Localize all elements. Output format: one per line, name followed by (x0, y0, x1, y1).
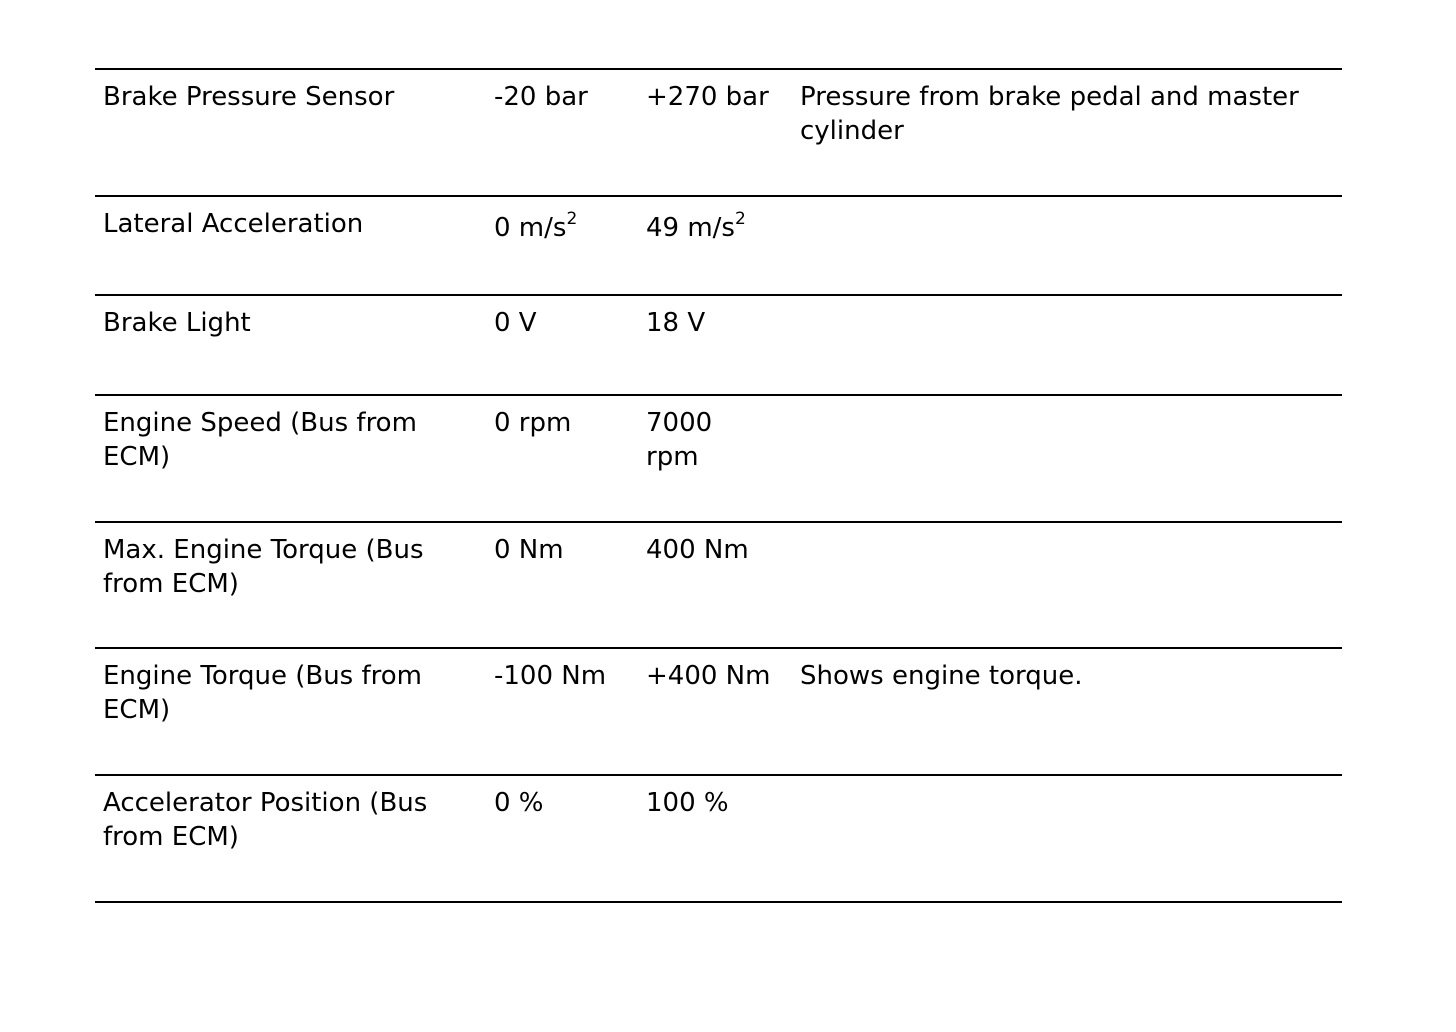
table-row (95, 195, 1342, 294)
signal-name: Accelerator Position (Bus from ECM) (103, 788, 428, 852)
table-row (95, 394, 1342, 521)
signal-max: 400 Nm (646, 535, 749, 565)
signal-name: Engine Torque (Bus from ECM) (103, 661, 422, 725)
signal-table (95, 68, 1342, 903)
table-row (95, 68, 1342, 195)
signal-min: 0 rpm (494, 408, 572, 438)
signal-max: 18 V (646, 308, 706, 338)
signal-max: 100 % (646, 788, 729, 818)
table-row (95, 647, 1342, 774)
exponent: 2 (734, 209, 746, 229)
table-row (95, 294, 1342, 394)
signal-min: -20 bar (494, 82, 588, 112)
table-row (95, 521, 1342, 647)
signal-max (646, 211, 791, 245)
signal-min: 0 V (494, 308, 537, 338)
signal-max: +270 bar (646, 82, 769, 112)
signal-description: Pressure from brake pedal and master cylinder (800, 82, 1299, 146)
signal-max: 7000 rpm (646, 408, 713, 472)
table-row (95, 774, 1342, 903)
signal-name: Brake Pressure Sensor (103, 82, 395, 112)
signal-min (494, 211, 639, 245)
signal-name: Brake Light (103, 308, 251, 338)
signal-name: Engine Speed (Bus from ECM) (103, 408, 417, 472)
signal-name: Max. Engine Torque (Bus from ECM) (103, 535, 424, 599)
signal-name: Lateral Acceleration (103, 209, 364, 239)
signal-max-value: 49 m/s (646, 213, 735, 243)
signal-description: Shows engine torque. (800, 661, 1083, 691)
signal-max: +400 Nm (646, 661, 771, 691)
exponent: 2 (566, 209, 578, 229)
signal-min-value: 0 m/s (494, 213, 567, 243)
signal-min: 0 % (494, 788, 544, 818)
signal-min: -100 Nm (494, 661, 607, 691)
signal-min: 0 Nm (494, 535, 564, 565)
